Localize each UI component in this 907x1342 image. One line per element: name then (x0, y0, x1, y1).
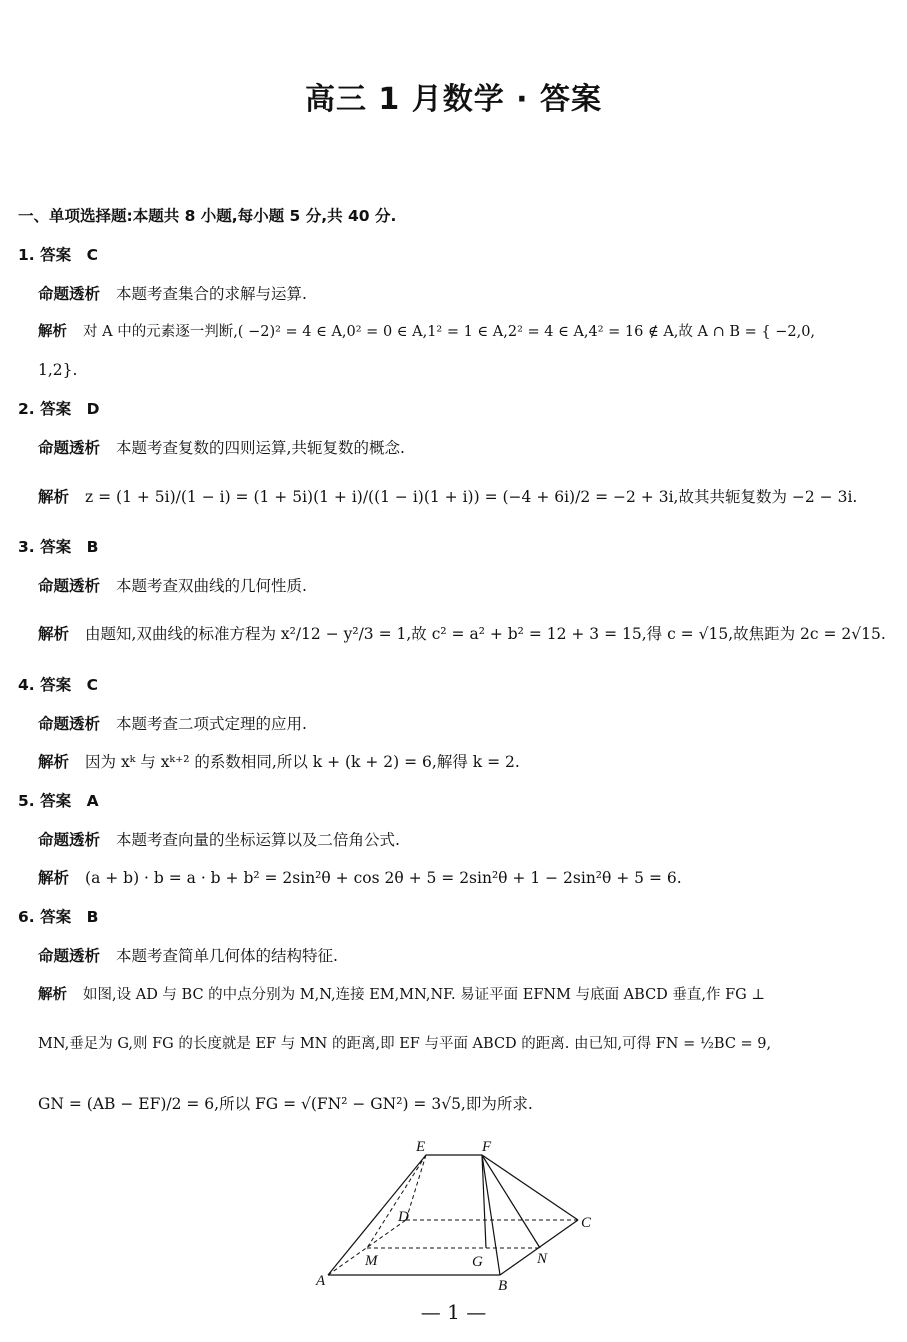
page-title: 高三 1 月数学 · 答案 (304, 82, 603, 117)
edge-FC (482, 1155, 578, 1220)
jiexi-3: 解析 由题知,双曲线的标准方程为 x²/12 − y²/3 = 1,故 c² = a² + b² = 12 + 3 = 15,得 c = √15,故焦距为 2c = 2√15. (38, 625, 886, 643)
edge-EM (367, 1155, 426, 1248)
jiexi-6-cont2: GN = (AB − EF)/2 = 6,所以 FG = √(FN² − GN²) = 3√5,即为所求. (38, 1095, 533, 1113)
point-label: F (482, 1139, 492, 1155)
point-label: G (472, 1254, 483, 1270)
answer-line-1: 1. 答案 C (18, 246, 98, 264)
jiexi-6: 解析 如图,设 AD 与 BC 的中点分别为 M,N,连接 EM,MN,NF. 易证平面 EFNM 与底面 ABCD 垂直,作 FG ⊥ (38, 987, 766, 1003)
jiexi-4: 解析 因为 xᵏ 与 xᵏ⁺² 的系数相同,所以 k + (k + 2) = 6,解得 k = 2. (38, 753, 520, 771)
touxi-5: 命题透析 本题考查向量的坐标运算以及二倍角公式. (38, 831, 400, 849)
point-label: M (365, 1253, 378, 1269)
page-number: — 1 — (420, 1300, 487, 1324)
answer-line-6: 6. 答案 B (18, 908, 99, 926)
point-label: N (537, 1251, 548, 1267)
jiexi-6-cont: MN,垂足为 G,则 FG 的长度就是 EF 与 MN 的距离,即 EF 与平面 ABCD 的距离. 由已知,可得 FN = ½BC = 9, (38, 1036, 772, 1052)
point-label: E (416, 1139, 426, 1155)
jiexi-5: 解析 (a + b) · b = a · b + b² = 2sin²θ + cos 2θ + 5 = 2sin²θ + 1 − 2sin²θ + 5 = 6. (38, 869, 682, 887)
point-label: A (316, 1273, 326, 1289)
jiexi-1: 解析 对 A 中的元素逐一判断,( −2)² = 4 ∈ A,0² = 0 ∈ A,1² = 1 ∈ A,2² = 4 ∈ A,4² = 16 ∉ A,故 A ∩ B = { −2,0, (38, 324, 816, 340)
touxi-1: 命题透析 本题考查集合的求解与运算. (38, 285, 307, 303)
answer-line-4: 4. 答案 C (18, 676, 98, 694)
jiexi-1-cont: 1,2}. (38, 361, 78, 379)
touxi-2: 命题透析 本题考查复数的四则运算,共轭复数的概念. (38, 439, 405, 457)
answer-line-5: 5. 答案 A (18, 792, 99, 810)
touxi-6: 命题透析 本题考查简单几何体的结构特征. (38, 947, 338, 965)
section-heading: 一、单项选择题:本题共 8 小题,每小题 5 分,共 40 分. (18, 207, 397, 225)
touxi-4: 命题透析 本题考查二项式定理的应用. (38, 715, 307, 733)
point-label: B (498, 1278, 508, 1294)
point-label: C (581, 1215, 592, 1231)
point-label: D (398, 1209, 409, 1225)
answer-line-3: 3. 答案 B (18, 538, 99, 556)
frustum-figure (300, 1135, 610, 1295)
touxi-3: 命题透析 本题考查双曲线的几何性质. (38, 577, 307, 595)
edge-ED (406, 1155, 426, 1220)
edge-FN (482, 1155, 540, 1248)
answer-line-2: 2. 答案 D (18, 400, 100, 418)
jiexi-2: 解析 z = (1 + 5i)/(1 − i) = (1 + 5i)(1 + i)/((1 − i)(1 + i)) = (−4 + 6i)/2 = −2 + 3i,故其共轭复数为 −2 − 3i. (38, 488, 858, 506)
